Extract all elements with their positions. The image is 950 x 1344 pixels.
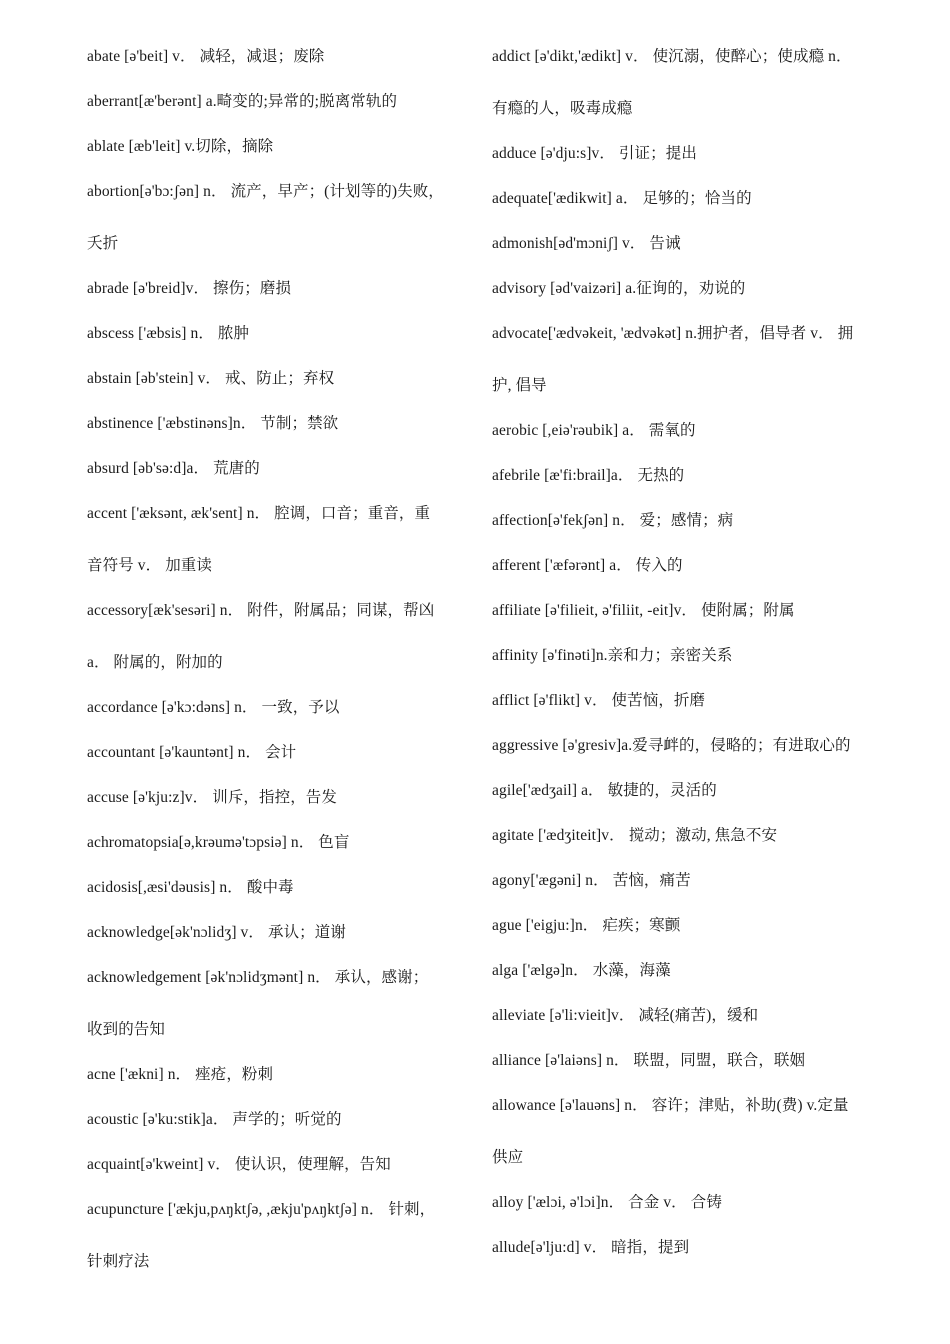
entry-line: affiliate [ə'filieit, ə'filiit, -eit]v． 使附属；附属 (492, 602, 795, 619)
entry-line: adduce [ə'dju:s]v． 引证；提出 (492, 145, 697, 162)
entry-continuation: 夭折 (87, 235, 119, 252)
entry-line: afflict [ə'flikt] v． 使苦恼，折磨 (492, 692, 706, 709)
entry-continuation: 针刺疗法 (87, 1253, 150, 1270)
entry-line: absurd [əb'sə:d]a． 荒唐的 (87, 460, 260, 477)
entry-line: ague ['eigju:]n． 疟疾；寒颤 (492, 917, 681, 934)
entry-line: admonish[əd'mɔniʃ] v． 告诫 (492, 235, 681, 252)
entry-line: ablate [æb'leit] v.切除，摘除 (87, 138, 274, 155)
entry-line: accordance [ə'kɔ:dəns] n． 一致，予以 (87, 699, 340, 716)
entry-line: alga ['ælgə]n． 水藻，海藻 (492, 962, 671, 979)
entry-line: acknowledgement [ək'nɔlidʒmənt] n． 承认，感谢； (87, 969, 429, 986)
entry-line: acknowledge[ək'nɔlidʒ] v． 承认；道谢 (87, 924, 346, 941)
entry-line: abstinence ['æbstinəns]n． 节制；禁欲 (87, 415, 339, 432)
entry-line: alloy ['ælɔi, ə'lɔi]n． 合金 v． 合铸 (492, 1194, 722, 1211)
entry-continuation: 供应 (492, 1149, 524, 1166)
entry-line: agitate ['ædʒiteit]v． 搅动；激动, 焦急不安 (492, 827, 778, 844)
entry-line: advocate['ædvəkeit, 'ædvəkət] n.拥护者，倡导者 v． 拥 (492, 325, 854, 342)
entry-line: affection[ə'fekʃən] n． 爱；感情；病 (492, 512, 734, 529)
entry-line: abortion[ə'bɔ:ʃən] n． 流产，早产；(计划等的)失败， (87, 183, 444, 200)
entry-line: acne ['ækni] n． 痤疮，粉刺 (87, 1066, 274, 1083)
entry-line: advisory [əd'vaizəri] a.征询的，劝说的 (492, 280, 746, 297)
entry-line: accountant [ə'kauntənt] n． 会计 (87, 744, 297, 761)
entry-line: acupuncture ['ækju,pʌŋktʃə, ,ækju'pʌŋktʃə] n． 针刺， (87, 1201, 436, 1218)
entry-continuation: 有瘾的人，吸毒成瘾 (492, 100, 633, 117)
entry-line: acidosis[,æsi'dəusis] n． 酸中毒 (87, 879, 294, 896)
entry-line: addict [ə'dikt,'ædikt] v． 使沉溺，使醉心；使成瘾 n． (492, 48, 852, 65)
entry-continuation: 护, 倡导 (492, 377, 547, 394)
entry-line: agony['ægəni] n． 苦恼，痛苦 (492, 872, 691, 889)
entry-line: abate [ə'beit] v． 减轻，减退；废除 (87, 48, 325, 65)
entry-line: alliance [ə'laiəns] n． 联盟，同盟，联合，联姻 (492, 1052, 806, 1069)
entry-continuation: a． 附属的，附加的 (87, 654, 223, 671)
entry-line: accuse [ə'kju:z]v． 训斥，指控，告发 (87, 789, 337, 806)
entry-line: affinity [ə'finəti]n.亲和力；亲密关系 (492, 647, 733, 664)
entry-line: acquaint[ə'kweint] v． 使认识，使理解，告知 (87, 1156, 391, 1173)
right-column (492, 47, 892, 1283)
entry-line: acoustic [ə'ku:stik]a． 声学的；听觉的 (87, 1111, 342, 1128)
entry-line: allowance [ə'lauəns] n． 容许；津贴，补助(费) v.定量 (492, 1097, 849, 1114)
left-column (87, 47, 471, 1297)
entry-line: afferent ['æfərənt] a． 传入的 (492, 557, 683, 574)
entry-line: aggressive [ə'gresiv]a.爱寻衅的，侵略的；有进取心的 (492, 737, 851, 754)
entry-line: aberrant[æ'berənt] a.畸变的;异常的;脱离常轨的 (87, 93, 398, 110)
entry-line: aerobic [,eiə'rəubik] a． 需氧的 (492, 422, 696, 439)
entry-line: alleviate [ə'li:vieit]v． 减轻(痛苦)，缓和 (492, 1007, 759, 1024)
entry-line: abrade [ə'breid]v． 擦伤；磨损 (87, 280, 292, 297)
entry-line: allude[ə'lju:d] v． 暗指，提到 (492, 1239, 690, 1256)
entry-line: agile['ædʒail] a． 敏捷的，灵活的 (492, 782, 717, 799)
entry-line: abstain [əb'stein] v． 戒、防止；弃权 (87, 370, 335, 387)
entry-line: accent ['æksənt, æk'sent] n． 腔调，口音；重音，重 (87, 505, 431, 522)
entry-continuation: 收到的告知 (87, 1021, 166, 1038)
entry-line: achromatopsia[ə,krəumə'tɔpsiə] n． 色盲 (87, 834, 350, 851)
entry-line: afebrile [æ'fi:brail]a． 无热的 (492, 467, 685, 484)
entry-line: accessory[æk'sesəri] n． 附件，附属品；同谋，帮凶 (87, 602, 435, 619)
entry-continuation: 音符号 v． 加重读 (87, 557, 213, 574)
entry-line: abscess ['æbsis] n． 脓肿 (87, 325, 250, 342)
entry-line: adequate['ædikwit] a． 足够的；恰当的 (492, 190, 752, 207)
